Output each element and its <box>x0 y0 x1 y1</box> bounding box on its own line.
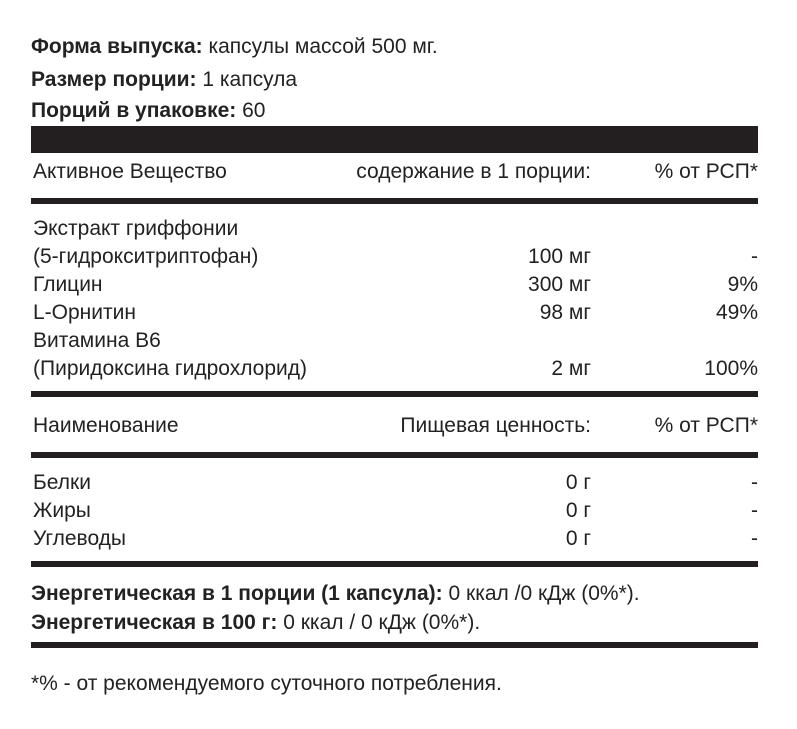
servings-per-pack-line <box>31 97 265 124</box>
footnote: *% - от рекомендуемого суточного потребления. <box>31 672 502 695</box>
row-amount: 300 мг <box>528 273 591 296</box>
table-row <box>31 242 758 271</box>
row-rsp: 100% <box>704 357 758 380</box>
table-row <box>31 524 758 553</box>
energy-per-serving-label: Энергетическая в 1 порции (1 капсула): <box>31 582 443 605</box>
row-rsp: - <box>751 499 758 522</box>
row-name: Экстракт гриффонии <box>33 217 239 240</box>
energy-per-100g-line <box>31 609 480 636</box>
divider-thin <box>31 452 758 458</box>
serving-size-label: Размер порции: <box>31 68 197 91</box>
table-row <box>31 326 758 355</box>
table-row <box>31 270 758 299</box>
serving-size-value: 1 капсула <box>196 68 298 91</box>
energy-per-100g-value: 0 ккал / 0 кДж (0%*). <box>277 611 481 634</box>
row-name: Белки <box>33 471 91 494</box>
row-amount: 0 г <box>565 499 591 522</box>
nutrition-header-name: Наименование <box>33 414 179 437</box>
row-amount: 100 мг <box>528 245 591 268</box>
row-name: (5-гидрокситриптофан) <box>33 245 259 268</box>
energy-per-serving-line <box>31 580 640 607</box>
row-name: Жиры <box>33 499 91 522</box>
row-amount: 0 г <box>565 471 591 494</box>
servings-per-pack-label: Порций в упаковке: <box>31 99 237 122</box>
active-header-rsp: % от РСП* <box>654 160 758 183</box>
release-form-line <box>31 33 438 60</box>
divider-thin <box>31 391 758 397</box>
row-name: L-Орнитин <box>33 301 136 324</box>
serving-size-line <box>31 66 297 93</box>
row-amount: 2 мг <box>551 357 591 380</box>
divider-thick <box>31 126 758 153</box>
nutrition-table-header <box>31 411 758 440</box>
nutrition-header-rsp: % от РСП* <box>654 414 758 437</box>
table-row <box>31 496 758 525</box>
table-row <box>31 468 758 497</box>
row-name: (Пиридоксина гидрохлорид) <box>33 357 308 380</box>
table-row <box>31 298 758 327</box>
divider-thin <box>31 561 758 567</box>
nutrition-header-amount: Пищевая ценность: <box>400 414 591 437</box>
release-form-label: Форма выпуска: <box>31 35 203 58</box>
active-header-name: Активное Вещество <box>33 160 227 183</box>
row-amount: 0 г <box>565 527 591 550</box>
servings-per-pack-value: 60 <box>236 99 266 122</box>
row-rsp: - <box>751 527 758 550</box>
row-name: Углеводы <box>33 527 127 550</box>
table-row <box>31 354 758 383</box>
table-row <box>31 214 758 243</box>
divider-thin <box>31 642 758 648</box>
energy-per-serving-value: 0 ккал /0 кДж (0%*). <box>442 582 640 605</box>
row-rsp: 49% <box>715 301 758 324</box>
release-form-value: капсулы массой 500 мг. <box>202 35 438 58</box>
energy-per-100g-label: Энергетическая в 100 г: <box>31 611 278 634</box>
row-name: Глицин <box>33 273 103 296</box>
row-rsp: 9% <box>727 273 758 296</box>
row-amount: 98 мг <box>539 301 591 324</box>
divider-thin <box>31 198 758 204</box>
row-rsp: - <box>751 245 758 268</box>
active-header-amount: содержание в 1 порции: <box>356 160 591 183</box>
row-rsp: - <box>751 471 758 494</box>
row-name: Витамина В6 <box>33 329 161 352</box>
active-table-header <box>31 157 758 186</box>
